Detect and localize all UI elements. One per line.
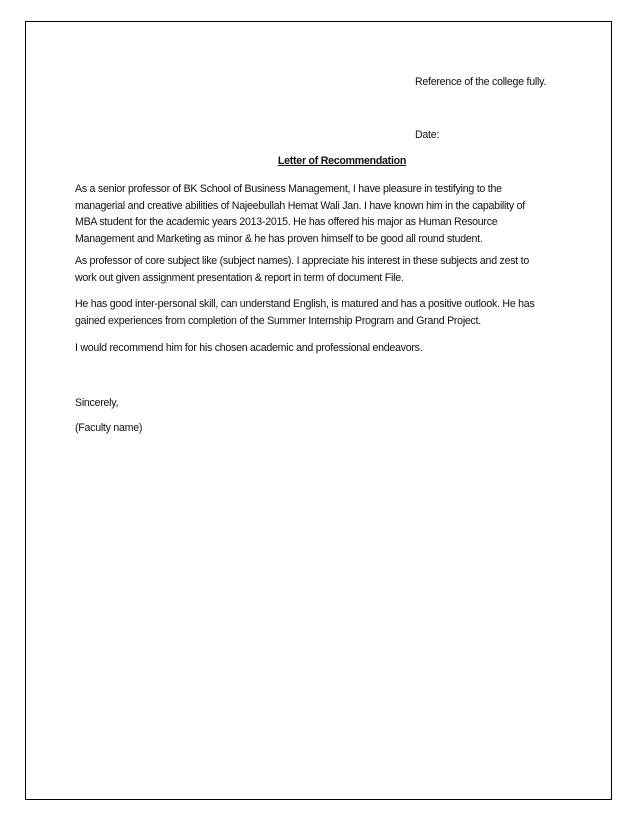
paragraph-line: He has good inter-personal skill, can understand English, is matured and has a positive outlook. He has (75, 298, 535, 310)
paragraph-line: work out given assignment presentation & report in term of document File. (75, 271, 404, 284)
paragraph-subjects (75, 253, 565, 286)
paragraph-skills (75, 296, 565, 329)
signature-name: (Faculty name) (75, 422, 143, 434)
paragraph-line: MBA student for the academic years 2013-2015. He has offered his major as Human Resource (75, 216, 498, 228)
date-label: Date: (415, 129, 440, 141)
paragraph-line: Management and Marketing as minor & he has proven himself to be good all round student. (75, 232, 483, 245)
paragraph-line: gained experiences from completion of the Summer Internship Program and Grand Project. (75, 314, 481, 327)
paragraph-recommendation (75, 340, 565, 357)
letter-title: Letter of Recommendation (277, 155, 407, 167)
paragraph-line: I would recommend him for his chosen academic and professional endeavors. (75, 342, 423, 354)
paragraph-line: As a senior professor of BK School of Business Management, I have pleasure in testifying to the (75, 183, 502, 195)
reference-line: Reference of the college fully. (415, 76, 547, 88)
closing-salutation: Sincerely, (75, 397, 119, 409)
paragraph-line: As professor of core subject like (subject names). I appreciate his interest in these subjects and zest to (75, 255, 529, 267)
paragraph-line: managerial and creative abilities of Najeebullah Hemat Wali Jan. I have known him in the capability of (75, 199, 525, 212)
paragraph-introduction (75, 181, 565, 247)
